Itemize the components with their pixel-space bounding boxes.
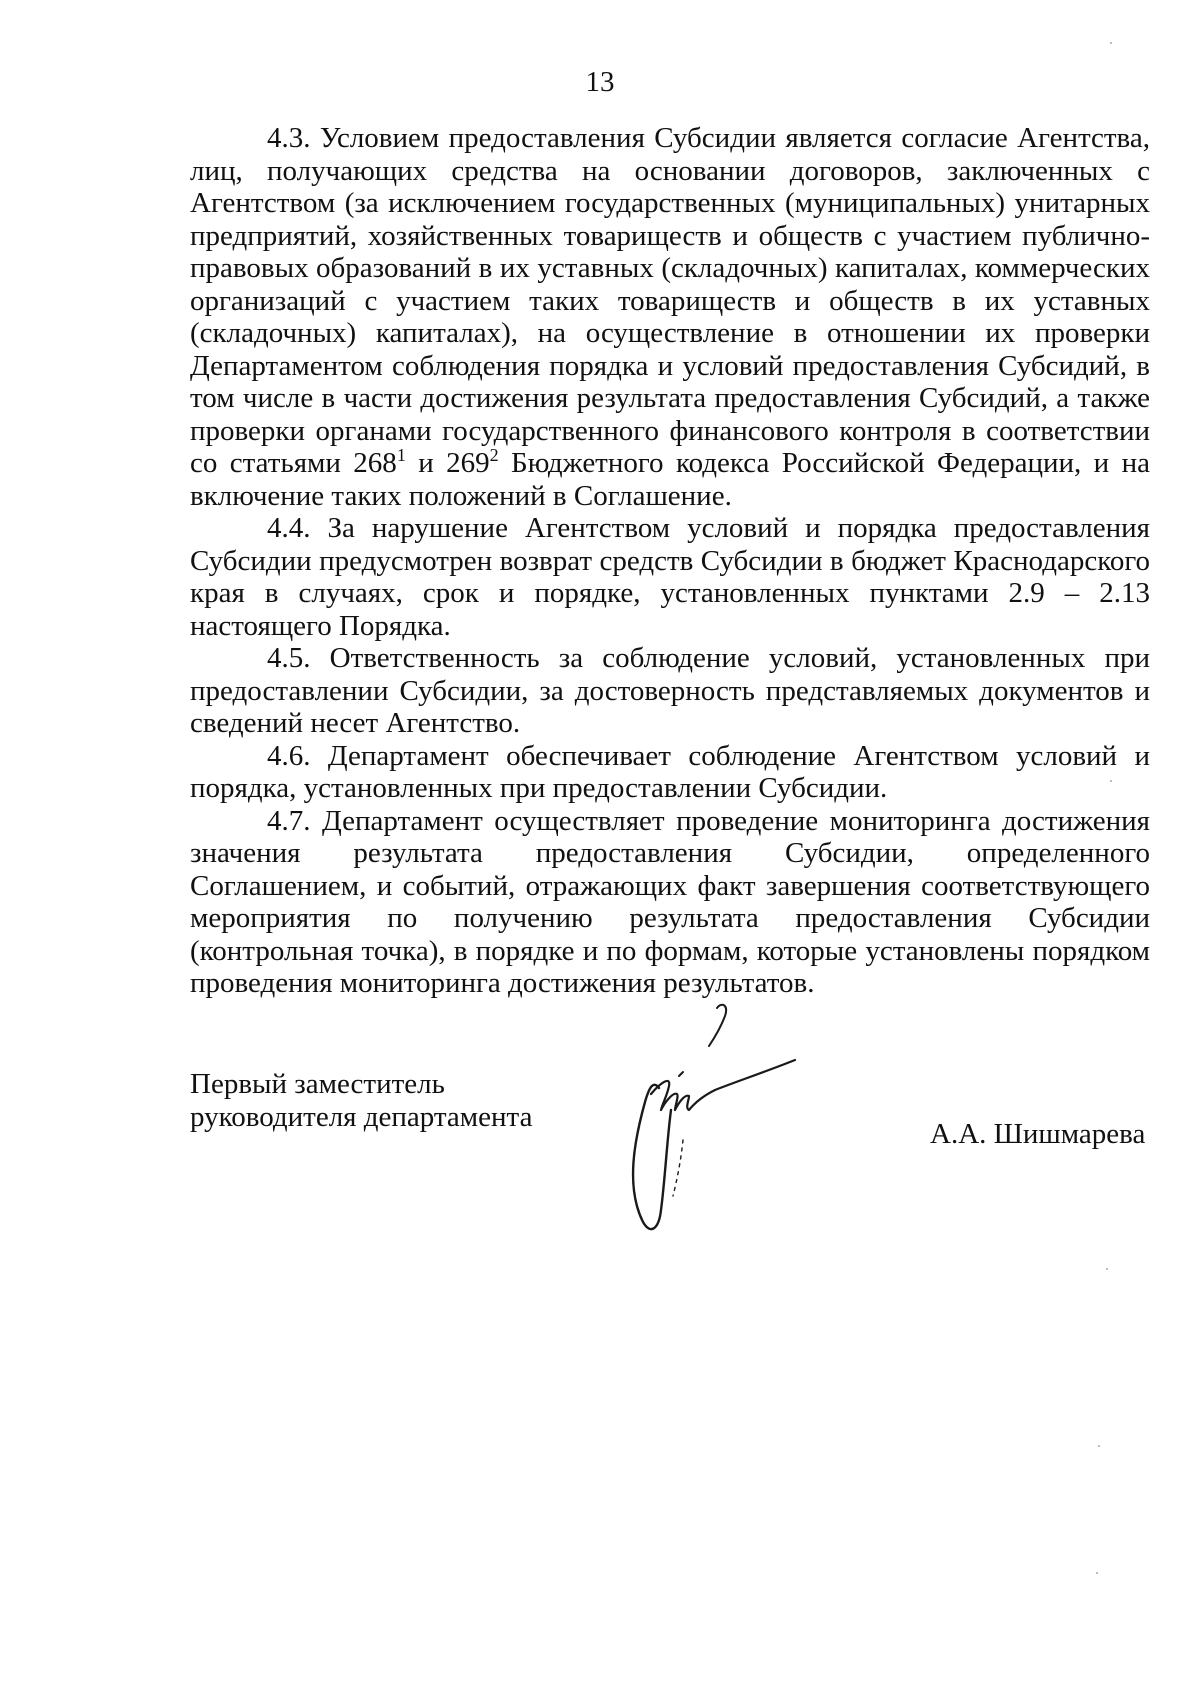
scan-speck [1110,780,1112,782]
footnote-superscript-269: 2 [489,445,499,465]
paragraph-4-3 [190,122,1150,512]
paragraph-4-6: 4.6. Департамент обеспечивает соблюдение Агентством условий и порядка, установленных при предоставлении Субсидии. [190,739,1150,804]
page-number: 13 [585,66,615,98]
paragraph-4-3-conjunction: и 269 [405,447,490,479]
signer-title [190,1068,532,1134]
scan-speck [1106,1268,1108,1270]
document-body [190,122,1150,1000]
paragraph-4-7: 4.7. Департамент осуществляет проведение мониторинга достижения значения результата предоставления Субсидии, определенного Соглашением, и событий, отражающих факт завершения соответствующего мероприятия по получению результата предоставления Субсидии (контрольная точка), в порядке и по формам, которые установлены порядком проведения мониторинга достижения результатов. [190,804,1150,999]
paragraph-4-3-text: 4.3. Условием предоставления Субсидии является согласие Агентства, лиц, получающих средства на основании договоров, заключенных с Агентством (за исключением государственных (муниципальных) унитарных предприятий, хозяйственных товариществ и обществ с участием публично-правовых образований в их уставных (складочных) капиталах, коммерческих организаций с участием таких товариществ и обществ в их уставных (складочных) капиталах), на осуществление в отношении их проверки Департаментом соблюдения порядка и условий предоставления Субсидий, в том числе в части достижения результата предоставления Субсидий, а также проверки органами государственного финансового контроля в соответствии со статьями 268 [190,122,1150,479]
signer-name: А.А. Шишмарева [930,1118,1146,1150]
signer-title-line-2: руководителя департамента [190,1101,533,1133]
paragraph-4-3-ending: Бюджетного кодекса Российской Федерации, и на включение таких положений в Соглашение. [190,447,1150,512]
signer-title-line-1: Первый заместитель [190,1068,445,1100]
footnote-superscript-268: 1 [396,445,406,465]
handwritten-signature [625,990,805,1260]
scan-speck [1098,1445,1100,1447]
scan-speck [1096,1572,1098,1574]
paragraph-4-4: 4.4. За нарушение Агентством условий и порядка предоставления Субсидии предусмотрен возврат средств Субсидии в бюджет Краснодарского края в случаях, срок и порядке, установленных пунктами 2.9 – 2.13 настоящего Порядка. [190,512,1150,642]
paragraph-4-5: 4.5. Ответственность за соблюдение условий, установленных при предоставлении Субсидии, за достоверность представляемых документов и сведений несет Агентство. [190,642,1150,739]
scan-speck [1110,42,1112,44]
